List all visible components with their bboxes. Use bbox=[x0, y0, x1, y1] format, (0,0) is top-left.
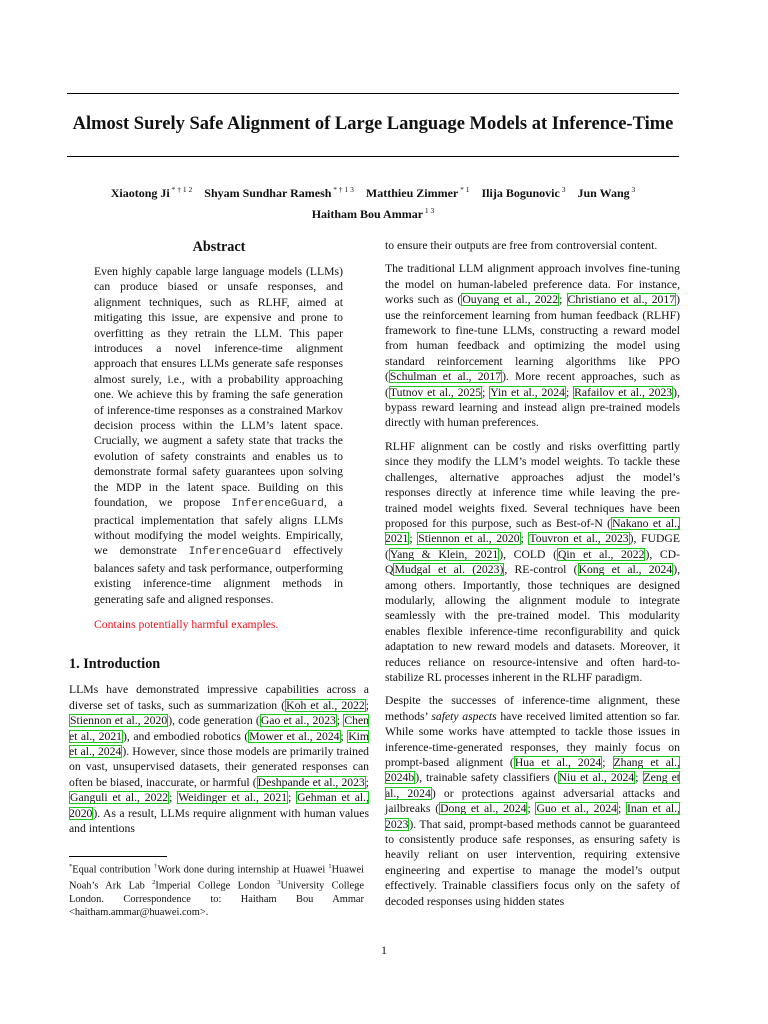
citation-link[interactable]: Niu et al., 2024 bbox=[558, 771, 635, 785]
paper-title: Almost Surely Safe Alignment of Large Language Models at Inference-Time bbox=[72, 114, 674, 134]
emphasis-text: safety aspects bbox=[431, 709, 497, 723]
citation-link[interactable]: Dong et al., 2024 bbox=[440, 802, 527, 816]
citation-link[interactable]: Rafailov et al., 2023 bbox=[574, 385, 673, 399]
body-text: LLMs have demonstrated impressive capabilities across a diverse set of tasks, such as summarization ( bbox=[69, 683, 369, 712]
right-column bbox=[385, 238, 680, 917]
citation-link[interactable]: Mower et al., 2024 bbox=[249, 729, 340, 743]
body-text: ; bbox=[482, 385, 490, 399]
author-name: Shyam Sundhar Ramesh bbox=[204, 186, 332, 200]
body-text: ) or protections against adversarial attacks and jailbreaks ( bbox=[385, 786, 680, 816]
body-text: ; bbox=[409, 532, 418, 546]
title-rule-top bbox=[67, 93, 679, 94]
citation-link[interactable]: Qin et al., 2022 bbox=[557, 547, 645, 561]
author-name: Matthieu Zimmer bbox=[365, 186, 459, 200]
body-text: ), and embodied robotics ( bbox=[123, 729, 249, 743]
body-text: ; bbox=[340, 729, 348, 743]
body-text: ). However, since those models are primarily trained on vast, unsupervised datasets, their generated responses can often be biased, inaccurate, or harmful ( bbox=[69, 744, 369, 789]
author-name: Ilija Bogunovic bbox=[481, 186, 560, 200]
right-paragraph-3 bbox=[385, 693, 680, 909]
body-text: ). As a result, LLMs require alignment with human values and intentions bbox=[69, 806, 369, 835]
author-affiliation-marks: 1 3 bbox=[423, 206, 435, 215]
author-name: Haitham Bou Ammar bbox=[311, 207, 424, 221]
author-affiliation-marks: * † 1 2 bbox=[169, 185, 193, 194]
title-rule-bottom bbox=[67, 156, 679, 157]
body-text: ), CD-Q bbox=[385, 547, 680, 577]
citation-link[interactable]: Gehman et al., 2020 bbox=[69, 791, 370, 820]
citation-link[interactable]: Yin et al., 2024 bbox=[490, 385, 565, 399]
citation-link[interactable]: Koh et al., 2022 bbox=[286, 698, 365, 712]
citation-link[interactable]: Zhang et al., 2024b bbox=[385, 756, 680, 785]
right-paragraph-0 bbox=[385, 238, 680, 253]
author-list bbox=[67, 181, 679, 223]
left-column bbox=[69, 238, 369, 844]
citation-link[interactable]: Deshpande et al., 2023 bbox=[257, 775, 365, 789]
author-line-2 bbox=[67, 202, 679, 223]
author-name: Xiaotong Ji bbox=[110, 186, 170, 200]
citation-link[interactable]: Kim et al., 2024 bbox=[69, 729, 370, 758]
abstract-heading: Abstract bbox=[192, 239, 246, 255]
citation-link[interactable]: Ganguli et al., 2022 bbox=[70, 791, 169, 805]
body-text: ; bbox=[559, 293, 567, 307]
body-text: ; bbox=[520, 532, 529, 546]
footnote-sup: * bbox=[69, 863, 73, 870]
body-text: , RE-control ( bbox=[504, 563, 578, 577]
right-paragraph-2 bbox=[385, 439, 680, 686]
body-text: ). That said, prompt-based methods cannot be guaranteed to consistently produce safe responses, as ensuring safety is heavily reliant on user intervention, requiring extensive engineering and expertise to manage the model’s output effectively. Trainable classifiers focus only on the safety of decoded responses using hidden states bbox=[385, 817, 680, 908]
method-name: InferenceGuard bbox=[231, 498, 324, 511]
footnote-sup: 3 bbox=[277, 879, 281, 887]
intro-paragraph-1 bbox=[69, 682, 369, 836]
footnote-text: Imperial College London bbox=[155, 880, 278, 892]
footnote-text: Work done during internship at Huawei bbox=[157, 864, 329, 876]
method-name: InferenceGuard bbox=[188, 546, 282, 559]
author-affiliation-marks: * † 1 3 bbox=[331, 185, 354, 194]
citation-link[interactable]: Tutnov et al., 2025 bbox=[389, 385, 482, 399]
body-text: ), trainable safety classifiers ( bbox=[415, 771, 558, 785]
body-text: ; bbox=[527, 802, 536, 816]
body-text: ), FUDGE ( bbox=[385, 532, 681, 561]
citation-link[interactable]: Guo et al., 2024 bbox=[536, 802, 617, 816]
citation-link[interactable]: Yang & Klein, 2021 bbox=[389, 547, 499, 561]
citation-link[interactable]: Inan et al., 2023 bbox=[385, 802, 681, 831]
citation-link[interactable]: Zeng et al., 2024 bbox=[385, 771, 681, 800]
footnote bbox=[69, 860, 364, 919]
body-text: ), code generation ( bbox=[168, 714, 260, 728]
author-line-1 bbox=[67, 181, 679, 202]
page-number: 1 bbox=[381, 945, 387, 957]
citation-link[interactable]: Mudgal et al. (2023) bbox=[394, 563, 504, 577]
citation-link[interactable]: Schulman et al., 2017 bbox=[389, 370, 502, 384]
abstract-text-b: , a practical implementation that safely aligns LLMs without modifying the model weights. Empirically, we demonstrate bbox=[94, 496, 343, 558]
footnote-sup: 2 bbox=[152, 879, 156, 887]
citation-link[interactable]: Stiennon et al., 2020 bbox=[70, 714, 168, 728]
body-text: ; bbox=[617, 802, 626, 816]
footnote-text: Huawei Noah’s Ark Lab bbox=[69, 864, 364, 892]
author-affiliation-marks: 3 bbox=[629, 185, 636, 194]
abstract-text-c: effectively balances safety and task performance, outperforming existing inference-time alignment methods in generating safe and aligned responses. bbox=[94, 544, 343, 606]
body-text: Despite the successes of inference-time alignment, these methods’ bbox=[385, 694, 680, 723]
citation-link[interactable]: Gao et al., 2023 bbox=[260, 714, 336, 728]
body-text: ; bbox=[565, 385, 574, 399]
footnote-text: University College London. Correspondence to: Haitham Bou Ammar <haitham.ammar@huawei.com>. bbox=[69, 880, 364, 918]
citation-link[interactable]: Nakano et al., 2021 bbox=[385, 516, 680, 546]
author-affiliation-marks: * 1 bbox=[458, 185, 470, 194]
abstract-text-a: Even highly capable large language models (LLMs) can produce biased or unsafe responses, and alignment techniques, such as RLHF, aimed at mitigating this issue, are expensive and prone to overfitting as they retrain the LLM. This paper introduces a novel inference-time alignment approach that ensures LLMs generate safe responses almost surely, i.e., with a probability approaching one. We achieve this by framing the safe generation of inference-time responses as a constrained Markov decision process within the LLM’s latent space. Crucially, we augment a safety state that tracks the evolution of safety constraints and enables us to demonstrate formal safety guarantees upon solving the MDP in the latent space. Building on this foundation, we propose bbox=[94, 265, 343, 510]
body-text: ; bbox=[602, 756, 613, 769]
footnote-sup: † bbox=[153, 863, 158, 870]
citation-link[interactable]: Ouyang et al., 2022 bbox=[462, 293, 559, 307]
citation-link[interactable]: Stiennon et al., 2020 bbox=[418, 532, 520, 546]
citation-link[interactable]: Hua et al., 2024 bbox=[514, 756, 602, 769]
body-text: ; bbox=[169, 791, 178, 805]
author-affiliation-marks: 3 bbox=[559, 185, 566, 194]
body-text: ; bbox=[336, 714, 344, 728]
body-text: have received limited attention so far. While some works have attempted to tackle those issues in inference-time-generated responses, they mainly focus on prompt-based alignment ( bbox=[385, 709, 680, 769]
citation-link[interactable]: Christiano et al., 2017 bbox=[567, 293, 676, 307]
body-text: ; bbox=[365, 698, 369, 712]
body-text: ). More recent approaches, such as ( bbox=[385, 370, 680, 399]
citation-link[interactable]: Chen et al., 2021 bbox=[69, 714, 370, 743]
body-text: ), among others. Importantly, those techniques are designed modularly, allowing the alignment module to integrate seamlessly with the pre-trained model. This modularity enables flexible inference-time reconfigurability and quick adaptation to new reward models and datasets. Moreover, it reduces reliance on resource-intensive and often hard-to-stabilize RL processes inherent in the RLHF paradigm. bbox=[385, 563, 681, 684]
body-text: ; bbox=[635, 771, 643, 785]
abstract-text bbox=[94, 264, 343, 607]
citation-link[interactable]: Touvron et al., 2023 bbox=[529, 532, 629, 546]
body-text: ; bbox=[288, 791, 297, 805]
body-text: ), bypass reward learning and instead align pre-trained models directly with human preferences. bbox=[385, 385, 680, 430]
footnote-text: Equal contribution bbox=[72, 864, 154, 876]
body-text: The traditional LLM alignment approach involves fine-tuning the model on human-labeled preference data. For instance, works such as ( bbox=[385, 262, 680, 307]
author-name: Jun Wang bbox=[577, 186, 630, 200]
body-text: RLHF alignment can be costly and risks overfitting partly since they modify the LLM’s model weights. To tackle these challenges, alternative approaches adjust the model’s responses directly at inference time while leaving the pre-trained model weights fixed. Several techniques have been proposed for this purpose, such as Best-of-N ( bbox=[385, 439, 680, 530]
body-text: ), COLD ( bbox=[499, 547, 557, 561]
citation-link[interactable]: Kong et al., 2024 bbox=[578, 563, 673, 577]
body-text: ) use the reinforcement learning from human feedback (RLHF) framework to fine-tune LLMs, constructing a reward model from human feedback and optimizing the model using standard reinforcement learning algorithms like PPO ( bbox=[385, 293, 680, 384]
right-paragraph-1 bbox=[385, 261, 680, 430]
body-text: to ensure their outputs are free from controversial content. bbox=[385, 239, 658, 252]
harmful-content-warning: Contains potentially harmful examples. bbox=[94, 617, 279, 631]
citation-link[interactable]: Weidinger et al., 2021 bbox=[178, 791, 288, 805]
body-text: ; bbox=[365, 775, 370, 789]
footnote-sup: 1 bbox=[328, 863, 332, 870]
footnote-rule bbox=[69, 856, 167, 857]
section-heading-introduction: 1. Introduction bbox=[69, 656, 161, 673]
